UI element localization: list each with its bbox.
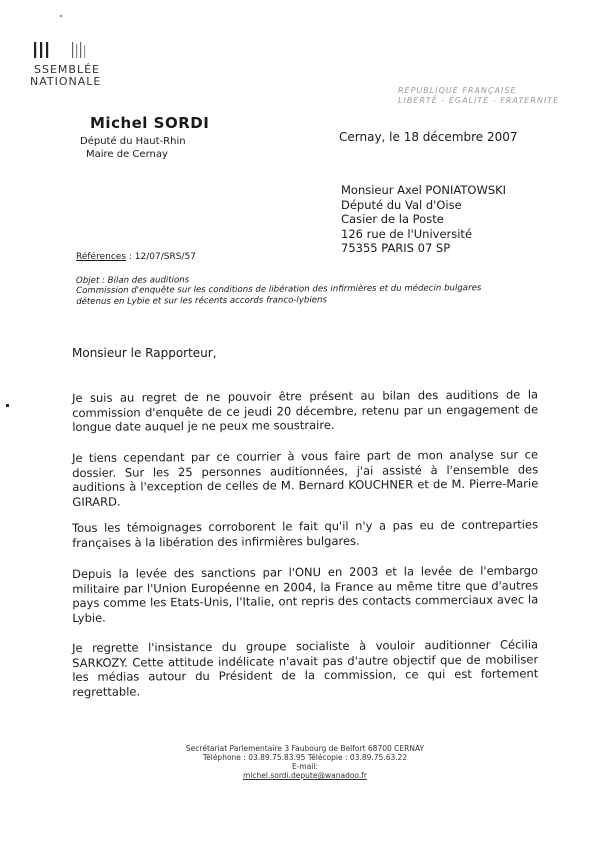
seal-line-2: LIBERTÉ - ÉGALITÉ - FRATERNITÉ [398,96,560,105]
seal-line-1: RÉPUBLIQUE FRANÇAISE [398,86,517,95]
republic-seal-stamp [398,86,559,106]
sender-role-mayor: Maire de Cernay [86,149,168,160]
recipient-address [341,183,506,256]
letter-date: Cernay, le 18 décembre 2007 [339,130,518,144]
margin-mark [6,404,9,407]
body-paragraph-4: Depuis la levée des sanctions par l'ONU en 2003 et la levée de l'embargo militaire par l'Union Européenne en 2004, la France au même titre que d'autres pays comme les Etats-Unis, l'Italie, ont repris des contacts commerciaux avec la Lybie. [72,563,539,625]
body-paragraph-1: Je suis au regret de ne pouvoir être présent au bilan des auditions de la commission d'enquête de ce jeudi 20 décembre, retenu par un engagement de longue date auquel je ne peux me soustraire. [72,387,539,434]
body-paragraph-5: Je regrette l'insistance du groupe socialiste à vouloir auditionner Cécilia SARKOZY. Cette attitude indélicate n'avait pas d'autre objectif que de mobiliser les médias autour du Président de la commission, ce qui est fortement regrettable. [72,637,539,699]
body-paragraph-3: Tous les témoignages corroborent le fait qu'il n'y a pas eu de contreparties françaises à la libération des infirmières bulgares. [72,517,539,550]
subject-block [76,273,546,307]
sender-roles [80,135,186,161]
recipient-postcode-city: 75355 PARIS 07 SP [341,241,451,255]
footer-address: Secrétariat Parlementaire 3 Faubourg de Belfort 68700 CERNAY [185,744,425,753]
subject-line-2: Commission d'enquête sur les conditions de libération des infirmières et du médecin bulgares [76,283,482,297]
references-label: Références [76,252,127,262]
footer-email-link[interactable]: michel.sordi.depute@wanadoo.fr [243,771,367,780]
logo-line-2: NATIONALE [30,75,102,88]
sender-name: Michel SORDI [90,114,210,132]
subject-line-1: Objet : Bilan des auditions [76,275,190,286]
letterhead-logo-text [30,64,101,88]
scan-speck [60,15,62,17]
footer-email-label: E-mail: [291,762,319,771]
logo-line-1: SSEMBLÉE [34,63,100,76]
recipient-address-line-2: 126 rue de l'Université [341,226,473,241]
sender-role-deputy: Député du Haut-Rhin [80,136,186,147]
recipient-title: Député du Val d'Oise [341,197,462,212]
references [76,252,196,262]
letter-footer [150,744,460,780]
recipient-name: Monsieur Axel PONIATOWSKI [341,183,507,197]
subject-line-3: détenus en Lybie et sur les récents accords franco-lybiens [76,295,327,307]
references-value: : 12/07/SRS/57 [128,252,196,262]
salutation: Monsieur le Rapporteur, [72,346,217,360]
body-paragraph-2: Je tiens cependant par ce courrier à vous faire part de mon analyse sur ce dossier. Sur les 25 personnes auditionnées, j'ai assisté à l'ensemble des auditions à l'exception de celles de M. Bernard KOUCHNER et de M. Pierre-Marie GIRARD. [72,447,539,509]
footer-phone-fax: Téléphone : 03.89.75.83.95 Télécopie : 03.89.75.63.22 [202,753,408,762]
recipient-address-line-1: Casier de la Poste [341,212,444,226]
assemblee-nationale-logo-icon [34,40,104,60]
footer-email-line [150,762,460,780]
